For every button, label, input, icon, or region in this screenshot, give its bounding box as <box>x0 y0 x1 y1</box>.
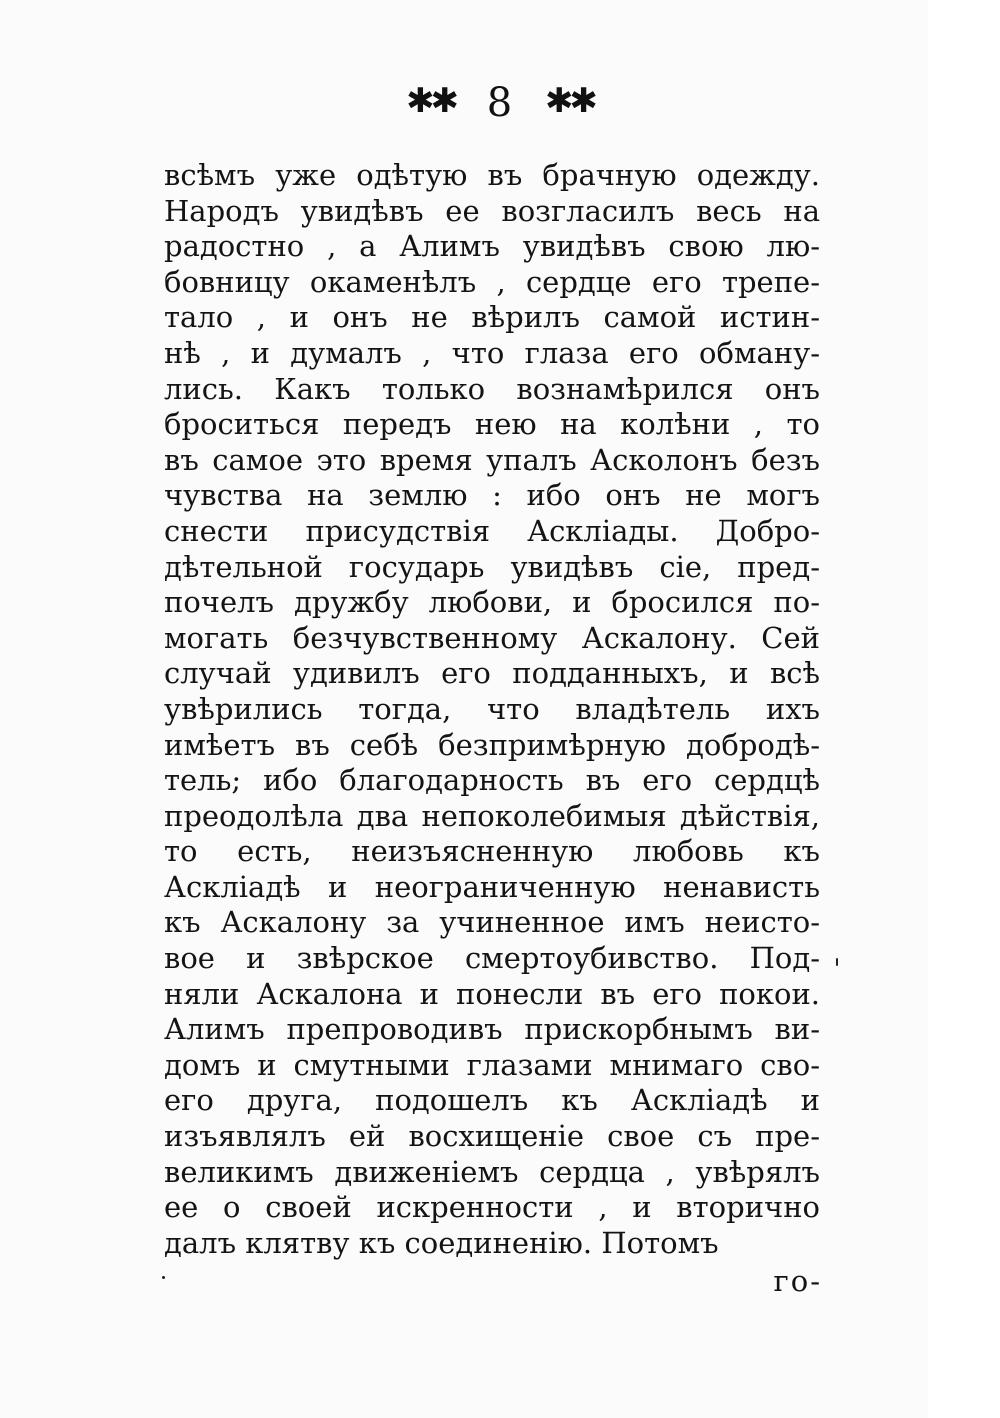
text-line: въ самое это время упалъ Асколонъ безъ <box>164 442 820 477</box>
text-line: бовницу окаменѣлъ , сердце его трепе- <box>164 264 820 299</box>
text-line: лись. Какъ только вознамѣрился онъ <box>164 371 820 406</box>
ornament-right-icon: ✱✱ <box>544 81 594 121</box>
text-line: нѣ , и думалъ , что глаза его обману- <box>164 335 820 370</box>
text-line: его друга, подошелъ къ Аскліадѣ и <box>164 1083 820 1118</box>
body-text <box>164 158 820 1261</box>
ornament-left-icon: ✱✱ <box>406 81 456 121</box>
page-margin-edge <box>928 0 1000 1418</box>
text-line: далъ клятву къ соединенію. Потомъ <box>164 1225 719 1260</box>
text-line: Аскліадѣ и неограниченную ненависть <box>164 869 820 904</box>
text-line: преодолѣла два непоколебимыя дѣйствія, <box>164 798 820 833</box>
text-line: всѣмъ уже одѣтую въ брачную одежду. <box>164 158 820 192</box>
text-line: то есть, неизъясненную любовь къ <box>164 834 820 869</box>
text-line: броситься передъ нею на колѣни , то <box>164 407 820 442</box>
text-line: къ Аскалону за учиненное имъ неисто- <box>164 905 820 940</box>
text-line: снести присудствія Аскліады. Добро- <box>164 513 820 548</box>
text-line: Народъ увидѣвъ ее возгласилъ весь на <box>164 193 820 228</box>
text-line: домъ и смутными глазами мнимаго сво- <box>164 1047 820 1082</box>
text-line: случай удивилъ его подданныхъ, и всѣ <box>164 656 820 691</box>
text-line: дѣтельной государь увидѣвъ сіе, пред- <box>164 549 820 584</box>
text-line: великимъ движеніемъ сердца , увѣрялъ <box>164 1154 820 1189</box>
text-line: имѣетъ въ себѣ безпримѣрную добродѣ- <box>164 727 820 762</box>
text-line: могать безчувственному Аскалону. Сей <box>164 620 820 655</box>
print-speck <box>162 1276 165 1279</box>
text-line: увѣрились тогда, что владѣтель ихъ <box>164 691 820 726</box>
text-line: тель; ибо благодарность въ его сердцѣ <box>164 763 820 798</box>
print-speck <box>836 958 838 966</box>
text-line: изъявлялъ ей восхищеніе свое съ пре- <box>164 1119 820 1154</box>
catchword: го- <box>773 1264 822 1298</box>
text-line: чувства на землю : ибо онъ не могъ <box>164 478 820 513</box>
text-line: радостно , а Алимъ увидѣвъ свою лю- <box>164 229 820 264</box>
text-line: Алимъ препроводивъ прискорбнымъ ви- <box>164 1012 820 1047</box>
page-number: 8 <box>486 80 514 126</box>
text-line: тало , и онъ не вѣрилъ самой истин- <box>164 300 820 335</box>
text-line: ее о своей искренности , и вторично <box>164 1190 820 1225</box>
text-line: почелъ дружбу любови, и бросился по- <box>164 585 820 620</box>
text-line: вое и звѣрское смертоубивство. Под- <box>164 941 820 976</box>
text-line: няли Аскалона и понесли въ его покои. <box>164 976 820 1011</box>
page-header <box>0 80 1000 126</box>
